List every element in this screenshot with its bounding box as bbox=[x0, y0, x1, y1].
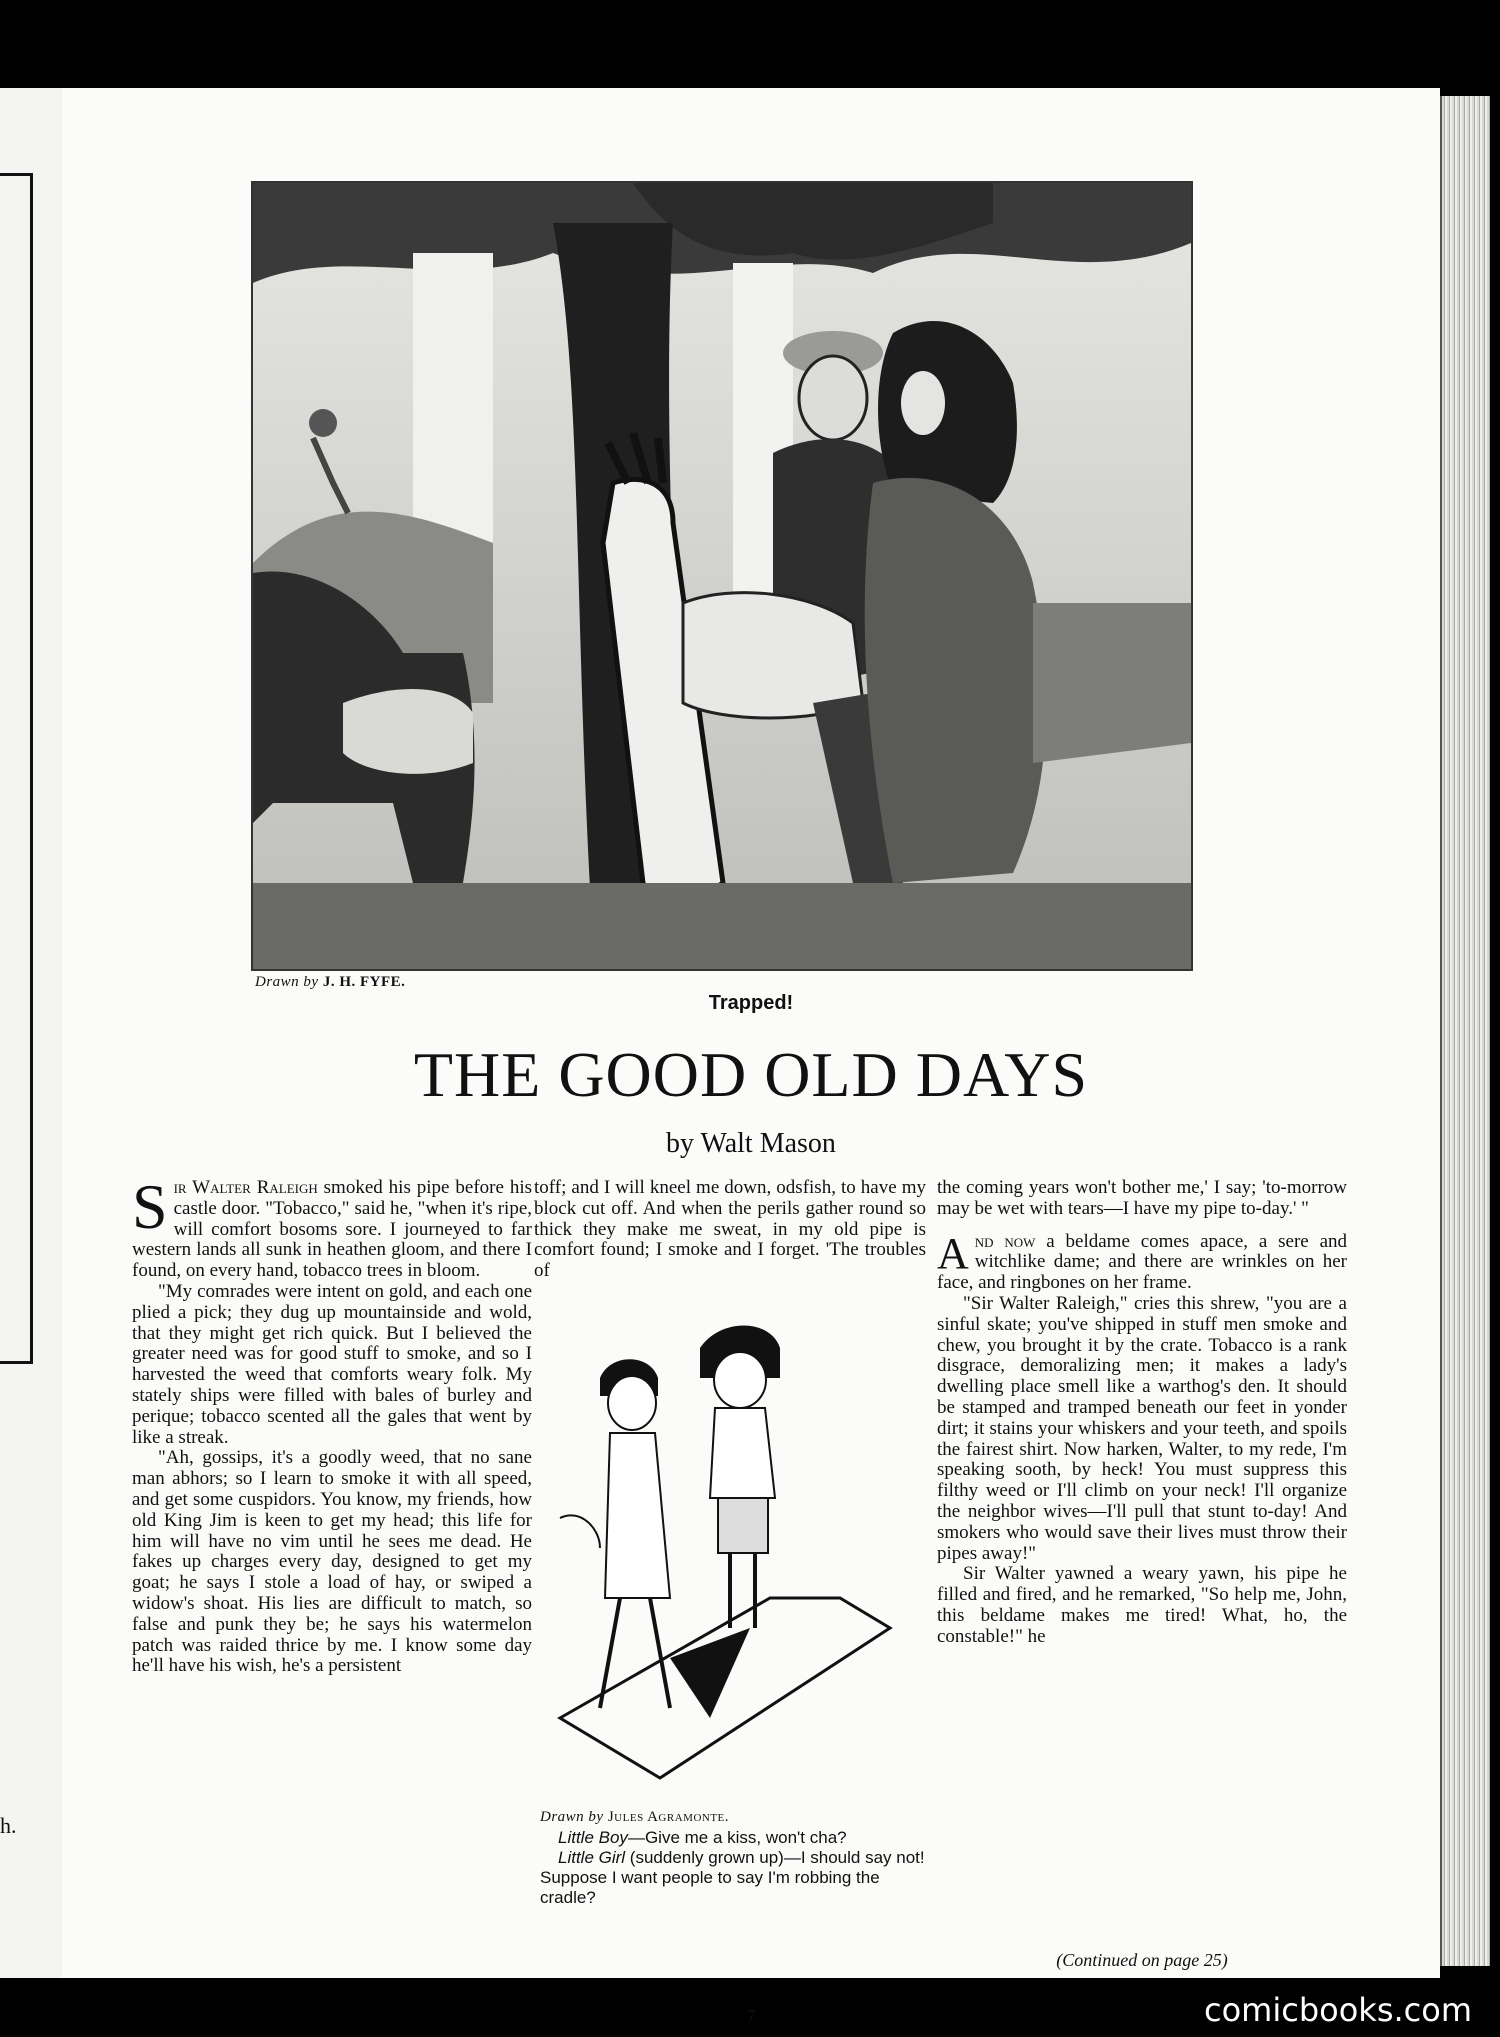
joke-line bbox=[540, 1848, 932, 1908]
paragraph: Sir Walter yawned a weary yawn, his pipe he filled and fired, and he remarked, "So help me, John, this beldame makes me tired! What, ho, the constable!" he bbox=[937, 1563, 1347, 1647]
cartoon-credit bbox=[540, 1809, 729, 1826]
speaker-girl: Little Girl bbox=[558, 1848, 626, 1867]
paragraph bbox=[937, 1228, 1347, 1294]
watermark: comicbooks.com bbox=[1203, 1991, 1472, 2029]
credit-prefix: Drawn by bbox=[540, 1809, 604, 1825]
left-page-border bbox=[0, 173, 33, 1364]
credit-name: Jules Agramonte. bbox=[607, 1809, 730, 1825]
article-title: THE GOOD OLD DAYS bbox=[413, 1039, 1089, 1110]
paragraph bbox=[132, 1171, 532, 1282]
continued-note: (Continued on page 25) bbox=[1056, 1950, 1228, 1970]
cartoon-joke bbox=[540, 1828, 932, 1908]
joke-text: —Give me a kiss, won't cha? bbox=[627, 1828, 847, 1847]
article-column-2 bbox=[534, 1178, 926, 1282]
article-column-1 bbox=[132, 1171, 532, 1677]
paragraph: "My comrades were intent on gold, and each one plied a pick; they dug up mountainside and wold, that they might get rich quick. But I believed the greater need was for good stuff to smoke, and so I harvested the weed that comforts weary folk. My stately ships were filled with bales of burley and perique; tobacco scented all the gales that went by like a streak. bbox=[132, 1280, 532, 1448]
speaker-boy: Little Boy bbox=[558, 1828, 628, 1847]
drop-cap: S bbox=[132, 1171, 168, 1242]
lead-in: ir Walter Raleigh bbox=[173, 1177, 318, 1198]
lead-in: nd now bbox=[974, 1230, 1036, 1252]
paragraph: the coming years won't bother me,' I say; 'to-morrow may be wet with tears—I have my pipe to-day.' " bbox=[937, 1177, 1347, 1219]
article-byline: by Walt Mason bbox=[666, 1128, 836, 1159]
drop-cap: A bbox=[937, 1228, 969, 1278]
cartoon-illustration bbox=[540, 1298, 930, 1803]
paragraph-text: smoked his pipe before his castle door. "Tobacco," said he, "when it's ripe, will comfort bosoms sore. I journeyed to far western lands all sunk in heathen gloom, and there I found, on every hand, tobacco trees in bloom. bbox=[132, 1177, 532, 1282]
credit-prefix: Drawn by bbox=[255, 974, 319, 990]
trapped-illustration bbox=[251, 181, 1193, 971]
cartoon-drawing bbox=[540, 1298, 930, 1803]
paragraph: "Ah, gossips, it's a goodly weed, that no sane man abhors; so I learn to smoke it with all speed, and get some cuspidors. You know, my friends, how old King Jim is keen to get my head; this life for him will have no vim until he sees me dead. He fakes up charges every day, designed to get my goat; he says I stole a load of hay, or swiped a widow's shoat. His lies are difficult to match, so false and punk they be; he says his watermelon patch was raided thrice by me. I know some day he'll have his wish, he's a persistent bbox=[132, 1447, 532, 1677]
illustration-caption: Trapped! bbox=[708, 992, 794, 1014]
page-number: 7 bbox=[746, 2006, 756, 2026]
article-column-3 bbox=[937, 1178, 1347, 1648]
paragraph: toff; and I will kneel me down, odsfish, to have my block cut off. And when the perils gather round so thick they make me sweat, in my old pipe is comfort found; I smoke and I forget. 'The troubles of bbox=[534, 1177, 926, 1282]
illustration-drawing bbox=[253, 183, 1191, 969]
page-stack-edge bbox=[1440, 96, 1490, 1966]
credit-name: J. H. FYFE. bbox=[322, 974, 406, 990]
left-page-text-fragment: h. bbox=[0, 1813, 17, 1838]
illustration-credit bbox=[255, 974, 405, 991]
joke-text: (suddenly grown up)—I should say not! Suppose I want people to say I'm robbing the cradle? bbox=[540, 1848, 925, 1907]
paragraph-text: a beldame comes apace, a sere and witchlike dame; and there are wrinkles on her face, and ringbones on her frame. bbox=[937, 1230, 1347, 1294]
joke-line bbox=[540, 1828, 932, 1848]
paragraph: "Sir Walter Raleigh," cries this shrew, "you are a sinful skate; you've shipped in stuff men smoke and chew, you brought it by the crate. Tobacco is a rank disgrace, demoralizing men; it makes a lady's dwelling place smell like a warthog's den. It should be stamped and tramped beneath our feet in yonder dirt; it stains your whiskers and your teeth, and spoils the fairest shirt. Now harken, Walter, to my rede, I'm speaking sooth, by heck! You must suppress this filthy weed or I'll climb on your neck! I'll organize the neighbor wives—I'll pull that stunt to-day! And smokers who would save their lives must throw their pipes away!" bbox=[937, 1292, 1347, 1564]
left-page-edge bbox=[0, 88, 65, 1978]
